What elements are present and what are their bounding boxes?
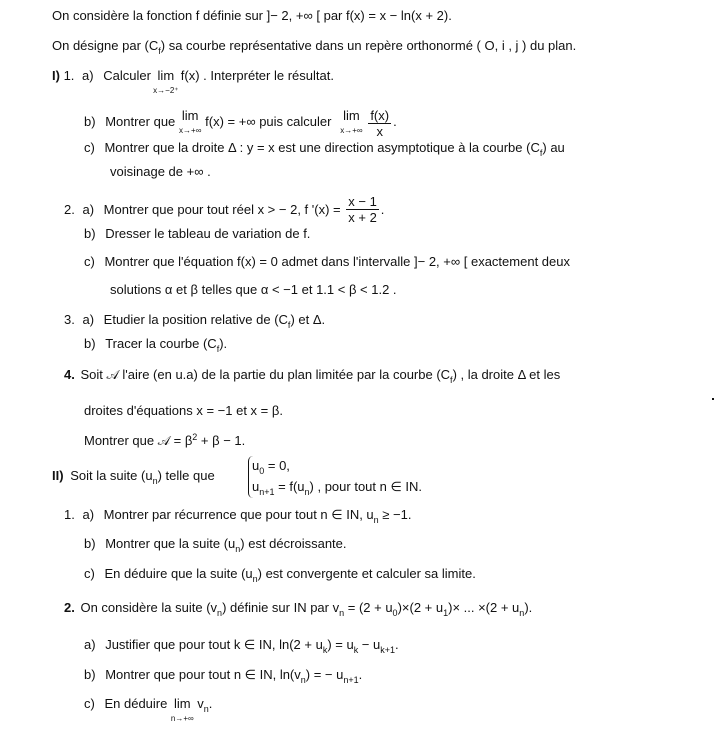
- q-II-1b-sub: n: [235, 544, 241, 554]
- lim-label: lim: [157, 68, 175, 83]
- limit-expression: [153, 68, 179, 95]
- sys2-b: = f(u: [274, 479, 305, 494]
- part-1-label: I): [52, 68, 60, 83]
- q-II-2a-t3: − u: [358, 637, 381, 652]
- q1a-label: a): [82, 68, 94, 83]
- q-II-1a-label: a): [82, 507, 95, 522]
- q1c-text2: ) au: [542, 140, 565, 155]
- q-II-2b-s2: n+1: [343, 675, 359, 685]
- q2c-text: Montrer que l'équation f(x) = 0 admet dans l'intervalle ]− 2, +∞ [ exactement deux: [104, 254, 570, 269]
- q-I-2c: [84, 254, 570, 270]
- sys1-b: = 0,: [264, 458, 290, 473]
- q1a-text2: f(x) . Interpréter le résultat.: [180, 68, 334, 83]
- system-line-1: [252, 456, 422, 477]
- q3b-label: b): [84, 336, 96, 351]
- q4-line3-b: + β − 1.: [197, 433, 246, 448]
- q4-text2: ) , la droite Δ et les: [452, 367, 561, 382]
- q1b-text1: Montrer que: [105, 114, 176, 129]
- q3a-sub: f: [287, 320, 291, 330]
- q-II-2b-label: b): [84, 667, 96, 682]
- system-brace: [248, 456, 422, 498]
- fraction-denominator: x: [376, 124, 383, 139]
- limit-expression: [179, 108, 202, 135]
- q2a-label: a): [82, 202, 95, 217]
- q2-num: 2.: [64, 202, 75, 217]
- sys2-sub: n+1: [259, 487, 275, 497]
- lim-under: x→+∞: [340, 126, 363, 135]
- q-II-2-t5: )× ... ×(2 + u: [448, 600, 520, 615]
- q3a-text2: ) et Δ.: [290, 312, 326, 327]
- q-II-1c-label: c): [84, 566, 95, 581]
- q-II-2a-s3: k+1: [380, 645, 395, 655]
- sys1-sub: 0: [259, 466, 265, 476]
- q-II-2a-t4: .: [395, 637, 399, 652]
- q3b-text2: ).: [219, 336, 228, 351]
- sys2-a: u: [252, 479, 260, 494]
- q-I-1c: [84, 140, 565, 157]
- end-dot: .: [393, 114, 397, 129]
- part-2-label: II): [52, 468, 64, 483]
- intro-line-1: On considère la fonction f définie sur ]− 2, +∞ [ par f(x) = x − ln(x + 2).: [52, 8, 452, 23]
- intro-line-2-start: On désigne par (C: [52, 38, 159, 53]
- fraction-numerator: f(x): [370, 108, 390, 123]
- lim-under: x→+∞: [179, 126, 202, 135]
- q-I-4-line3: [84, 433, 245, 450]
- sys2-sub2: n: [304, 487, 310, 497]
- limit-expression: [170, 696, 194, 723]
- q1c-sub: f: [539, 148, 543, 158]
- q2c-label: c): [84, 254, 95, 269]
- q-II-2b-t1: Montrer que pour tout n ∈ IN, ln(v: [105, 667, 301, 682]
- q-I-1c-line2: voisinage de +∞ .: [110, 164, 211, 179]
- lim-label: lim: [181, 108, 199, 123]
- q-II-2c-label: c): [84, 696, 95, 711]
- q4-text1: Soit 𝒜 l'aire (en u.a) de la partie du plan limitée par la courbe (C: [80, 367, 451, 382]
- lim-label: lim: [343, 108, 360, 123]
- part2-intro1: Soit la suite (u: [70, 468, 153, 483]
- q4-line3-sup: 2: [192, 432, 198, 442]
- q-I-3a: [64, 312, 325, 329]
- q-II-2-t6: ).: [524, 600, 533, 615]
- q-II-2c-t3: .: [208, 696, 213, 711]
- q2a-text1: Montrer que pour tout réel x > − 2, f '(x) =: [103, 202, 341, 217]
- q-I-2a: [64, 194, 384, 225]
- q4-num: 4.: [64, 367, 75, 382]
- q-I-2c-line2: solutions α et β telles que α < −1 et 1.1 < β < 1.2 .: [110, 282, 397, 297]
- q-II-2b-t2: ) = − u: [305, 667, 344, 682]
- q-II-1c-text2: ) est convergente et calculer sa limite.: [257, 566, 476, 581]
- stray-dot: [712, 398, 714, 400]
- q1c-label: c): [84, 140, 95, 155]
- q-I-4: [64, 367, 560, 384]
- q-II-2a-s1: k: [322, 645, 328, 655]
- q-II-1b: [84, 536, 347, 553]
- fraction: [368, 108, 391, 139]
- q3b-text1: Tracer la courbe (C: [105, 336, 217, 351]
- q-II-2a: [84, 637, 399, 654]
- q3b-sub: f: [216, 344, 220, 354]
- q-I-1a: [52, 68, 334, 95]
- q-II-2b: [84, 667, 362, 684]
- q3-num: 3.: [64, 312, 75, 327]
- part2-intro2: ) telle que: [157, 468, 215, 483]
- intro-line-2-sub: f: [158, 46, 161, 56]
- sys1-a: u: [252, 458, 260, 473]
- q-II-2a-label: a): [84, 637, 96, 652]
- q-II-1a-sub: n: [373, 515, 379, 525]
- q-II-1a-text1: Montrer par récurrence que pour tout n ∈ IN, u: [103, 507, 374, 522]
- end-dot: .: [380, 202, 385, 217]
- q-II-1c: [84, 566, 476, 583]
- q-II-2c-t1: En déduire: [104, 696, 168, 711]
- q-I-4-line2: droites d'équations x = −1 et x = β.: [84, 403, 283, 418]
- q-II-2c-t2: v: [197, 696, 204, 711]
- q-II-2: [64, 600, 532, 617]
- fraction-denominator: x + 2: [348, 210, 377, 225]
- q1-num: 1.: [63, 68, 75, 83]
- q-I-1b: [84, 108, 397, 139]
- intro-line-2-end: ) sa courbe représentative dans un repère orthonormé ( O, i , j ) du plan.: [160, 38, 577, 53]
- q-II-2c: [84, 696, 213, 723]
- q-II-1a: [64, 507, 411, 524]
- q-II-2a-s2: k: [353, 645, 359, 655]
- q-II-2-t1: On considère la suite (v: [80, 600, 218, 615]
- q1c-text1: Montrer que la droite Δ : y = x est une direction asymptotique à la courbe (C: [104, 140, 540, 155]
- q3a-text1: Etudier la position relative de (C: [103, 312, 288, 327]
- sequence-system: [248, 456, 422, 498]
- q-II-2-num: 2.: [64, 600, 75, 615]
- q2b-label: b): [84, 226, 96, 241]
- q-I-2b: [84, 226, 310, 242]
- system-line-2: [252, 477, 422, 498]
- q4-line3-a: Montrer que 𝒜 = β: [84, 433, 193, 448]
- q-II-1b-label: b): [84, 536, 96, 551]
- q-II-2-s2: n: [339, 608, 345, 618]
- q-II-1c-text1: En déduire que la suite (u: [104, 566, 253, 581]
- q-II-2c-sub: n: [203, 704, 209, 714]
- q-II-2b-t3: .: [358, 667, 363, 682]
- lim-under: n→+∞: [170, 714, 194, 723]
- q-II-2-s4: 1: [443, 608, 449, 618]
- fraction-numerator: x − 1: [348, 194, 377, 209]
- q-II-2a-t2: ) = u: [327, 637, 354, 652]
- q-II-2b-s1: n: [300, 675, 306, 685]
- lim-label: lim: [173, 696, 191, 711]
- q-II-1-num: 1.: [64, 507, 75, 522]
- q-II-2-t3: = (2 + u: [344, 600, 393, 615]
- q-II-2-t2: ) définie sur IN par v: [222, 600, 340, 615]
- q1b-label: b): [84, 114, 96, 129]
- q-II-2-s5: n: [519, 608, 525, 618]
- q-II-2a-t1: Justifier que pour tout k ∈ IN, ln(2 + u: [105, 637, 323, 652]
- q-II-1b-text1: Montrer que la suite (u: [105, 536, 236, 551]
- lim-under: x→−2⁺: [153, 86, 179, 95]
- q1a-text1: Calculer: [103, 68, 151, 83]
- q-II-1b-text2: ) est décroissante.: [240, 536, 347, 551]
- part2-intro-sub: n: [152, 476, 158, 486]
- q-II-1c-sub: n: [252, 574, 258, 584]
- q-II-intro: [52, 468, 215, 485]
- intro-line-2: [52, 38, 576, 55]
- q3a-label: a): [82, 312, 95, 327]
- q1b-text2: f(x) = +∞ puis calculer: [205, 114, 332, 129]
- q-II-2-t4: )×(2 + u: [397, 600, 444, 615]
- q-II-1a-text2: ≥ −1.: [378, 507, 412, 522]
- q-II-2-s3: 0: [392, 608, 398, 618]
- q-II-2-s1: n: [217, 608, 223, 618]
- sys2-c: ) , pour tout n ∈ IN.: [309, 479, 423, 494]
- fraction: [346, 194, 379, 225]
- q4-sub: f: [450, 375, 453, 385]
- q2b-text: Dresser le tableau de variation de f.: [105, 226, 311, 241]
- limit-expression-2: [340, 108, 363, 135]
- q-I-3b: [84, 336, 227, 353]
